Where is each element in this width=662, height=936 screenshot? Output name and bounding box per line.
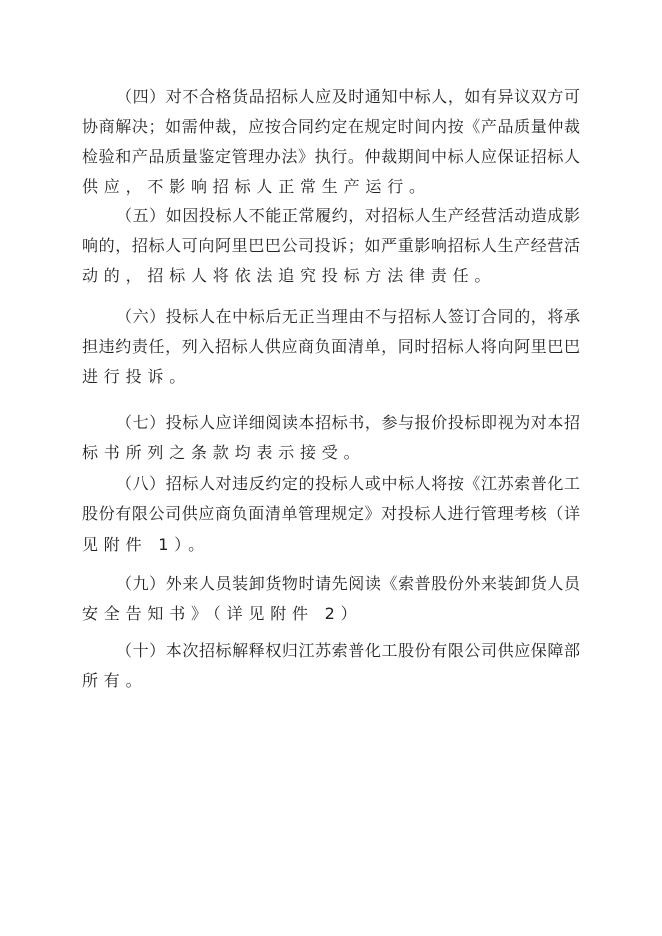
text-line: 见附件 1）。: [82, 535, 210, 554]
text-line: （九）外来人员装卸货物时请先阅读《索普股份外来装卸货人员: [116, 574, 580, 593]
text-line: （十）本次招标解释权归江苏索普化工股份有限公司供应保障部: [116, 641, 580, 660]
text-line: 所有。: [82, 671, 148, 690]
text-line: 标书所列之条款均表示接受。: [82, 443, 366, 462]
text-line: 担违约责任，列入招标人供应商负面清单，同时招标人将向阿里巴巴: [82, 337, 580, 356]
text-line: 动的，招标人将依法追究投标方法律责任。: [82, 266, 497, 285]
text-line: 协商解决；如需仲裁，应按合同约定在规定时间内按《产品质量仲裁: [82, 117, 580, 136]
text-line: （五）如因投标人不能正常履约，对招标人生产经营活动造成影: [116, 206, 580, 225]
text-line: 安全告知书》（详见附件 2）: [82, 604, 363, 623]
text-line: （八）招标人对违反约定的投标人或中标人将按《江苏索普化工: [116, 474, 580, 493]
text-line: （六）投标人在中标后无正当理由不与招标人签订合同的，将承: [116, 307, 580, 326]
text-line: 响的，招标人可向阿里巴巴公司投诉；如严重影响招标人生产经营活: [82, 236, 580, 255]
text-line: 检验和产品质量鉴定管理办法》执行。仲裁期间中标人应保证招标人: [82, 147, 580, 166]
text-line: 股份有限公司供应商负面清单管理规定》对投标人进行管理考核（详: [82, 504, 580, 523]
text-line: （七）投标人应详细阅读本招标书，参与报价投标即视为对本招: [116, 413, 580, 432]
text-line: 供应，不影响招标人正常生产运行。: [82, 177, 431, 196]
text-line: （四）对不合格货品招标人应及时通知中标人，如有异议双方可: [116, 87, 580, 106]
text-line: 进行投诉。: [82, 367, 192, 386]
